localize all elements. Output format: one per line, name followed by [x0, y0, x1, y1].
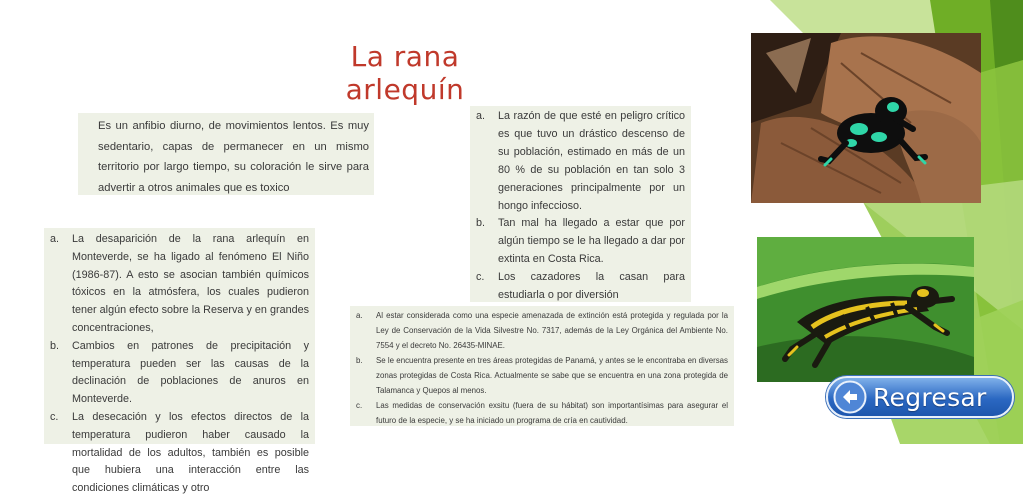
list-item: [356, 353, 728, 398]
list-marker: b.: [476, 217, 486, 230]
list-marker: c.: [50, 410, 59, 423]
conservation-box: [350, 306, 734, 426]
list-text: Se le encuentra presente en tres áreas protegidas de Panamá, y antes se le encontraba en diversas zonas protegidas de Costa Rica. Actualmente se sabe que se encuentra en una zona protegida de Talamanca y Quepos al menos.: [376, 356, 728, 395]
list-item: [50, 409, 309, 498]
list-item: [476, 108, 685, 215]
list-item: [50, 231, 309, 338]
list-item: [50, 338, 309, 409]
yellow-black-frog-icon: [757, 237, 974, 382]
list-text: Cambios en patrones de precipitación y temperatura pueden ser las causas de la declinación de poblaciones de anuros en Monteverde.: [72, 339, 309, 406]
back-button[interactable]: [826, 376, 1014, 418]
list-marker: c.: [356, 401, 363, 410]
intro-text: Es un anfibio diurno, de movimientos lentos. Es muy sedentario, capas de permanecer en un mismo territorio por largo tiempo, su coloración le sirve para advertir a otros animales que es toxico: [98, 120, 369, 194]
frog-photo-green-black: [751, 33, 981, 203]
intro-text-box: [78, 113, 374, 195]
list-text: Tan mal ha llegado a estar que por algún tiempo se le ha llegado a dar por extinta en Costa Rica.: [498, 217, 685, 266]
list-marker: b.: [50, 339, 60, 352]
list-marker: c.: [476, 271, 485, 284]
reasons-box: [470, 106, 691, 302]
list-item: [356, 398, 728, 428]
page-title: La rana arlequín: [345, 40, 465, 106]
list-marker: a.: [50, 233, 60, 245]
list-marker: a.: [356, 311, 363, 320]
list-text: Al estar considerada como una especie amenazada de extinción está protegida y regulada por la Ley de Conservación de la Vida Silvestre No. 7317, además de la Ley Orgánica del Ambiente No. 7554 y el decreto No. 26435-MINAE.: [376, 311, 728, 350]
causes-box: [44, 228, 315, 495]
list-text: Las medidas de conservación exsitu (fuera de su hábitat) son importantísimas para asegurar el futuro de la especie, y se ha iniciado un programa de cría en cautividad.: [376, 401, 728, 425]
list-marker: b.: [356, 356, 363, 365]
list-text: La desecación y los efectos directos de la temperatura pudieron haber causado la mortalidad de los adultos, también es posible que hubiera una interacción entre las condiciones climáticas y otro: [72, 410, 309, 495]
list-item: [476, 269, 685, 305]
back-button-label: Regresar: [873, 382, 987, 412]
list-item: [476, 215, 685, 269]
frog-photo-yellow-black: [757, 237, 974, 382]
list-marker: a.: [476, 110, 486, 122]
list-text: Los cazadores la casan para estudiarla o por diversión: [498, 271, 685, 302]
back-arrow-icon: [833, 380, 867, 414]
list-text: La razón de que esté en peligro crítico es que tuvo un drástico descenso de su población, estimado en más de un 80 % de su población en tan solo 3 generaciones principalmente por un hongo infeccioso.: [498, 110, 685, 212]
list-text: La desaparición de la rana arlequín en Monteverde, se ha ligado al fenómeno El Niño (1986-87). A esto se asocian también químicos tóxicos en la atmósfera, los cuales pudieron tener algún efecto sobre la Reserva y en grandes concentraciones,: [72, 233, 309, 334]
green-black-frog-icon: [751, 33, 981, 203]
list-item: [356, 308, 728, 353]
